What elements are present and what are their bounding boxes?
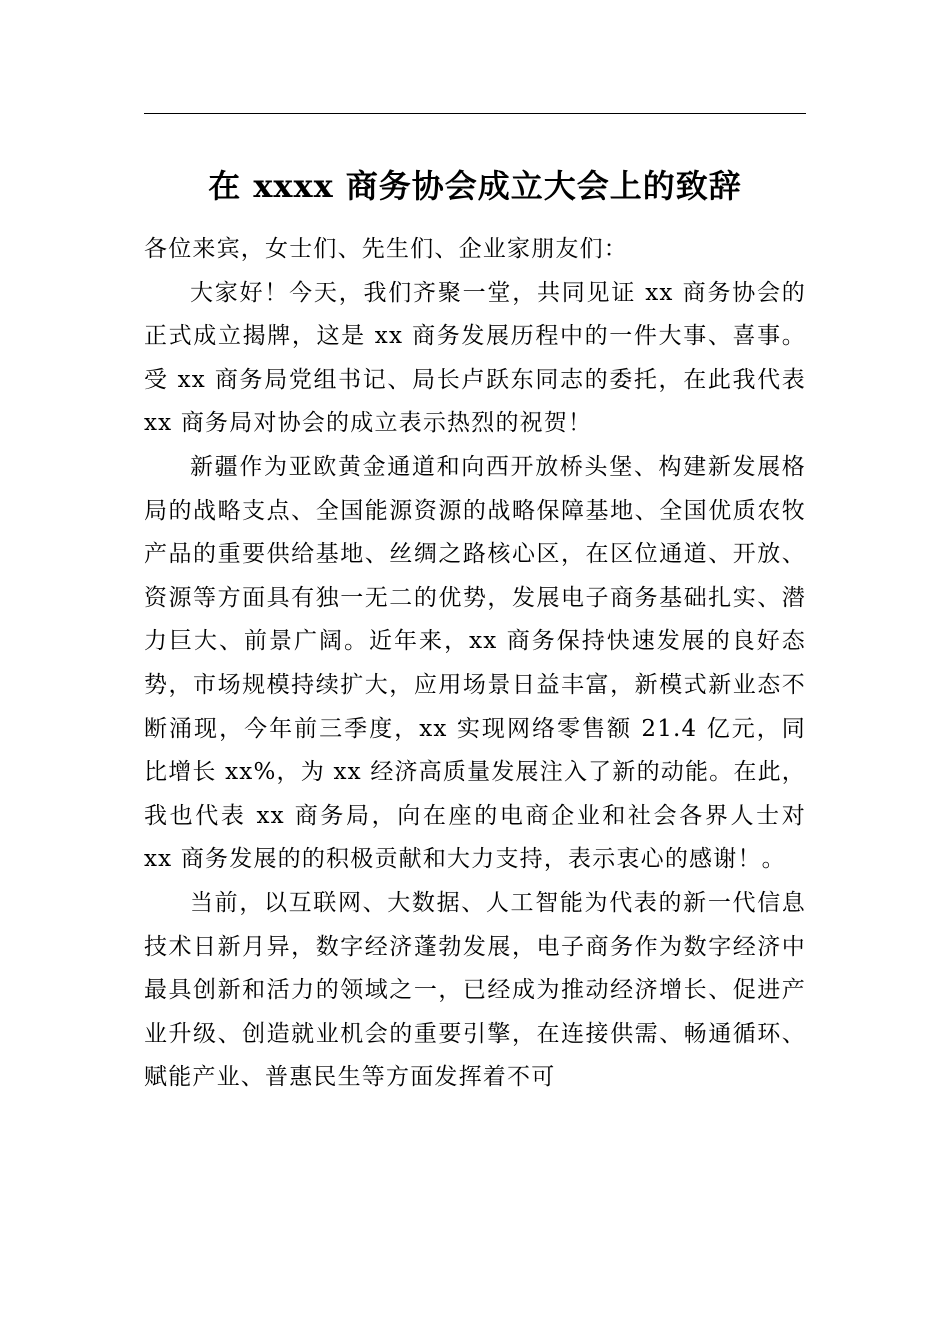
paragraph-2: 新疆作为亚欧黄金通道和向西开放桥头堡、构建新发展格局的战略支点、全国能源资源的战略保障基地、全国优质农牧产品的重要供给基地、丝绸之路核心区，在区位通道、开放、资源等方面具有独一无二的优势，发展电子商务基础扎实、潜力巨大、前景广阔。近年来，xx 商务保持快速发展的良好态势，市场规模持续扩大，应用场景日益丰富，新模式新业态不断涌现，今年前三季度，xx 实现网络零售额 21.4 亿元，同比增长 xx%，为 xx 经济高质量发展注入了新的动能。在此，我也代表 xx 商务局，向在座的电商企业和社会各界人士对 xx 商务发展的的积极贡献和大力支持，表示衷心的感谢！。 <box>144 453 806 873</box>
document-title: 在 xxxx 商务协会成立大会上的致辞 <box>208 167 742 205</box>
paragraph-3: 当前，以互联网、大数据、人工智能为代表的新一代信息技术日新月异，数字经济蓬勃发展，电子商务作为数字经济中最具创新和活力的领域之一，已经成为推动经济增长、促进产业升级、创造就业机会的重要引擎，在连接供需、畅通循环、赋能产业、普惠民生等方面发挥着不可 <box>144 889 806 1091</box>
salutation: 各位来宾，女士们、先生们、企业家朋友们： <box>144 236 628 262</box>
paragraph-1: 大家好！今天，我们齐聚一堂，共同见证 xx 商务协会的正式成立揭牌，这是 xx 商务发展历程中的一件大事、喜事。受 xx 商务局党组书记、局长卢跃东同志的委托，在此我代表 xx 商务局对协会的成立表示热烈的祝贺！ <box>144 279 806 437</box>
document-body <box>144 228 806 1100</box>
header-rule <box>144 113 806 114</box>
